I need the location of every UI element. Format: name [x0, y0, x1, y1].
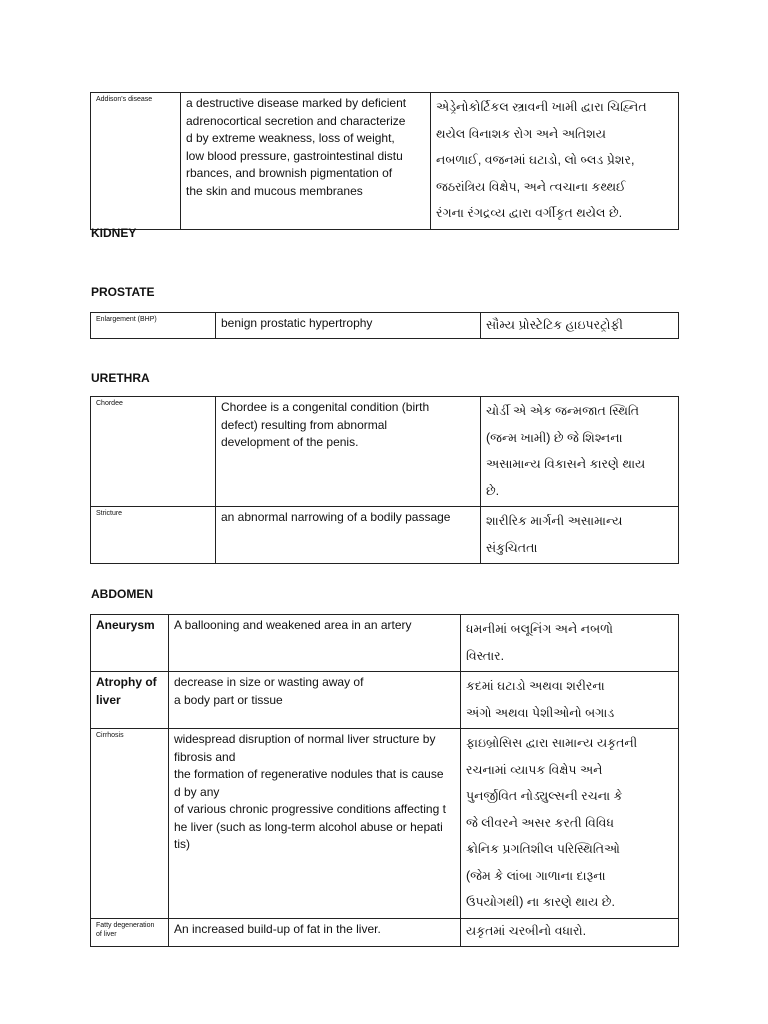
kidney-heading: KIDNEY	[91, 226, 137, 240]
table-row	[91, 918, 679, 946]
term-cell: Chordee	[91, 397, 216, 507]
term-cell: Enlargement (BHP)	[91, 313, 216, 339]
gujarati-cell: ધમનીમાં બલૂનિંગ અને નબળો વિસ્તાર.	[461, 615, 679, 672]
term-cell: Fatty degeneration of liver	[91, 918, 169, 946]
table-row	[91, 615, 679, 672]
gujarati-cell: ચોર્ડી એ એક જન્મજાત સ્થિતિ (જન્મ ખામી) છે જે શિશ્નના અસામાન્ય વિકાસને કારણે થાય છે.	[481, 397, 679, 507]
gujarati-cell: શારીરિક માર્ગની અસામાન્ય સંકુચિતતા	[481, 507, 679, 564]
definition-cell: widespread disruption of normal liver structure by fibrosis and the formation of regenerative nodules that is cause d by any of various chronic progressive conditions affecting t he liver (such as long-term alcohol abuse or hepati tis)	[169, 729, 461, 919]
table-row	[91, 313, 679, 339]
gujarati-cell: ફાઇબ્રોસિસ દ્વારા સામાન્ય યકૃતની રચનામાં વ્યાપક વિક્ષેપ અને પુનર્જીવિત નોડ્યુલ્સની રચના કે જે લીવરને અસર કરતી વિવિધ ક્રોનિક પ્રગતિશીલ પરિસ્થિતિઓ (જેમ કે લાંબા ગાળાના દારૂના ઉપયોગથી) ના કારણે થાય છે.	[461, 729, 679, 919]
term-cell: Stricture	[91, 507, 216, 564]
table-row	[91, 507, 679, 564]
definition-cell: decrease in size or wasting away of a body part or tissue	[169, 672, 461, 729]
table-row	[91, 93, 679, 230]
term-cell: Cirrhosis	[91, 729, 169, 919]
definition-cell: an abnormal narrowing of a bodily passage	[216, 507, 481, 564]
gujarati-cell: કદમાં ઘટાડો અથવા શરીરના અંગો અથવા પેશીઓનો બગાડ	[461, 672, 679, 729]
term-cell: Aneurysm	[91, 615, 169, 672]
definition-cell: Chordee is a congenital condition (birth defect) resulting from abnormal development of the penis.	[216, 397, 481, 507]
gujarati-cell: એડ્રેનોકોર્ટિકલ સ્ત્રાવની ખામી દ્વારા ચિહ્નિત થયેલ વિનાશક રોગ અને અતિશય નબળાઈ, વજનમાં ઘટાડો, લો બ્લડ પ્રેશર, જઠરાંત્રિય વિક્ષેપ, અને ત્વચાના કથ્થઈ રંગના રંગદ્રવ્ય દ્વારા વર્ગીકૃત થયેલ છે.	[431, 93, 679, 230]
urethra-heading: URETHRA	[91, 371, 150, 385]
abdomen-table	[90, 614, 679, 947]
prostate-table	[90, 312, 679, 339]
definition-cell: An increased build-up of fat in the liver.	[169, 918, 461, 946]
addisons-table	[90, 92, 679, 230]
term-cell: Addison's disease	[91, 93, 181, 230]
table-row	[91, 397, 679, 507]
definition-cell: benign prostatic hypertrophy	[216, 313, 481, 339]
gujarati-cell: સૌમ્ય પ્રોસ્ટેટિક હાઇપરટ્રોફી	[481, 313, 679, 339]
definition-cell: a destructive disease marked by deficient adrenocortical secretion and characterize d by extreme weakness, loss of weight, low blood pressure, gastrointestinal distu rbances, and brownish pigmentation of the skin and mucous membranes	[181, 93, 431, 230]
table-row	[91, 729, 679, 919]
definition-cell: A ballooning and weakened area in an artery	[169, 615, 461, 672]
urethra-table	[90, 396, 679, 564]
prostate-heading: PROSTATE	[91, 285, 155, 299]
term-cell: Atrophy of liver	[91, 672, 169, 729]
abdomen-heading: ABDOMEN	[91, 587, 153, 601]
table-row	[91, 672, 679, 729]
gujarati-cell: યકૃતમાં ચરબીનો વધારો.	[461, 918, 679, 946]
